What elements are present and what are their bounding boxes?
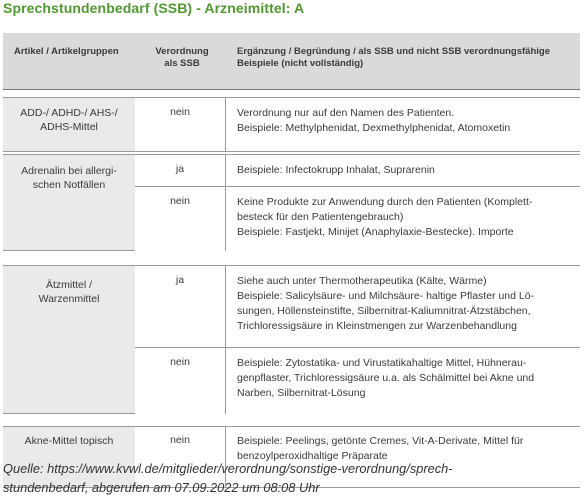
verordnung-cell: nein: [170, 356, 190, 368]
table-row: [135, 186, 580, 251]
header-verordnung: Verordnung als SSB: [155, 46, 209, 69]
header-ergaenzung: Ergänzung / Begründung / als SSB und nicht SSB verordnungsfähige Beispiele (nicht vollständig): [237, 46, 550, 69]
article-cell: Ätzmittel / Warzenmittel: [38, 279, 100, 305]
table-row: [135, 266, 580, 347]
article-cell: Adrenalin bei allergi- schen Notfällen: [21, 165, 117, 191]
table-group: [3, 265, 580, 414]
table-group: [3, 154, 580, 251]
verordnung-cell: ja: [175, 274, 185, 286]
table-group: [3, 97, 580, 152]
header-article: Artikel / Artikelgruppen: [14, 46, 119, 57]
article-cell: ADD-/ ADHD-/ AHS-/ ADHS-Mittel: [20, 107, 118, 133]
article-cell: Akne-Mittel topisch: [24, 435, 114, 447]
ssb-table: [3, 33, 580, 462]
table-row: [135, 155, 580, 186]
description-cell: Beispiele: Zytostatika- und Virustatikahaltige Mittel, Hühnerau- genpflaster, Trichloressigsäure u.a. als Schälmittel bei Akne und Narben, Silbernitrat-Lösung: [237, 357, 535, 399]
source-caption: Quelle: https://www.kvwl.de/mitglieder/verordnung/sonstige-verordnung/sprech- stundenbedarf, abgerufen am 07.09.2022 um 08:08 Uhr: [3, 461, 453, 495]
verordnung-cell: nein: [170, 195, 190, 207]
description-cell: Beispiele: Infectokrupp Inhalat, Suprarenin: [237, 164, 435, 176]
verordnung-cell: nein: [170, 106, 190, 118]
description-cell: Verordnung nur auf den Namen des Patienten. Beispiele: Methylphenidat, Dexmethylphenidat, Atomoxetin: [237, 107, 511, 134]
table-header: [3, 33, 580, 90]
table-row: [135, 98, 580, 151]
description-cell: Keine Produkte zur Anwendung durch den Patienten (Komplett- besteck für den Patientengebrauch) Beispiele: Fastjekt, Minijet (Anaphylaxie-Bestecke). Importe: [237, 196, 533, 238]
page-title: Sprechstundenbedarf (SSB) - Arzneimittel: A: [3, 0, 305, 16]
verordnung-cell: nein: [170, 434, 190, 446]
description-cell: Siehe auch unter Thermotherapeutika (Kälte, Wärme) Beispiele: Salicylsäure- und Milchsäure- haltige Pflaster und Lö- sungen, Höllensteinstifte, Silbernitrat-Kaliumnitrat-Ätzstäbchen, Trichloressigsäure in Kleinstmengen zur Warzenbehandlung: [237, 275, 535, 332]
description-cell: Beispiele: Peelings, getönte Cremes, Vit-A-Derivate, Mittel für benzoylperoxidhaltige Präparate: [237, 435, 524, 462]
verordnung-cell: ja: [175, 163, 185, 175]
table-row: [135, 347, 580, 414]
